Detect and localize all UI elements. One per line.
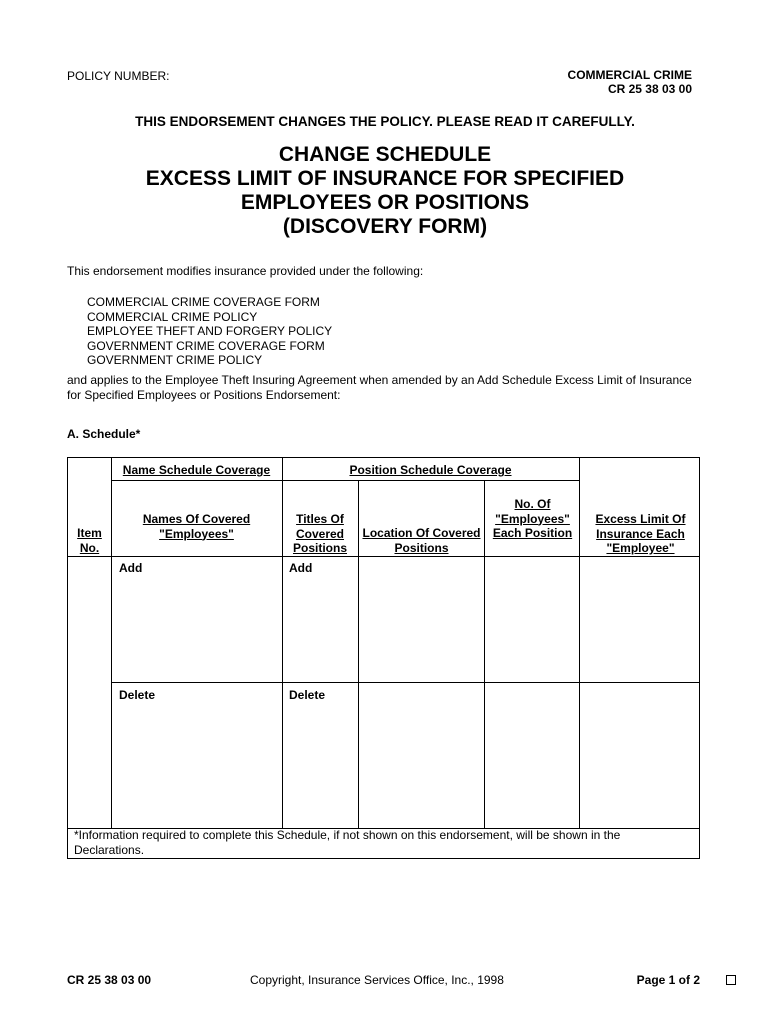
col-divider (111, 458, 112, 828)
footer-form-number: CR 25 38 03 00 (67, 973, 152, 987)
title-line: EXCESS LIMIT OF INSURANCE FOR SPECIFIED (145, 167, 625, 190)
coverage-form-item: GOVERNMENT CRIME COVERAGE FORM (87, 338, 325, 353)
names-covered-employees-header: Names Of Covered "Employees" (142, 512, 251, 541)
add-positions-label: Add (289, 561, 313, 575)
section-a-heading: A. Schedule* (67, 427, 141, 441)
coverage-forms-list (87, 295, 332, 368)
add-names-label: Add (119, 561, 143, 575)
intro-text: This endorsement modifies insurance provided under the following: (67, 264, 424, 278)
form-line: COMMERCIAL CRIME (567, 68, 692, 82)
title-line: (DISCOVERY FORM) (282, 215, 488, 238)
location-covered-positions-header: Location Of Covered Positions (362, 526, 481, 555)
footer-copyright: Copyright, Insurance Services Office, Inc., 1998 (250, 973, 504, 987)
name-schedule-coverage-header: Name Schedule Coverage (122, 463, 271, 477)
title-line: EMPLOYEES OR POSITIONS (240, 191, 530, 214)
coverage-form-item: COMMERCIAL CRIME POLICY (87, 309, 258, 324)
square-box-icon (726, 975, 736, 985)
number-employees-header: No. Of "Employees" Each Position (492, 497, 573, 540)
form-header (568, 68, 692, 96)
position-schedule-coverage-header: Position Schedule Coverage (349, 463, 512, 477)
row-divider (111, 480, 579, 481)
coverage-form-item: EMPLOYEE THEFT AND FORGERY POLICY (87, 324, 333, 339)
delete-names-label: Delete (119, 688, 156, 702)
titles-covered-positions-header: Titles Of Covered Positions (292, 512, 347, 555)
coverage-form-item: GOVERNMENT CRIME POLICY (87, 353, 263, 368)
coverage-form-item: COMMERCIAL CRIME COVERAGE FORM (87, 295, 320, 309)
row-divider (68, 556, 699, 557)
row-divider (111, 682, 699, 683)
col-divider (484, 480, 485, 828)
applies-text: and applies to the Employee Theft Insuring Agreement when amended by an Add Schedule Excess Limit of Insurance for Specified Employees or Positions Endorsement: (67, 373, 692, 402)
excess-limit-header: Excess Limit Of Insurance Each "Employee" (595, 512, 686, 555)
endorsement-notice: THIS ENDORSEMENT CHANGES THE POLICY. PLEASE READ IT CAREFULLY. (135, 114, 635, 129)
form-number: CR 25 38 03 00 (607, 82, 692, 96)
col-divider (579, 458, 580, 828)
policy-number-label: POLICY NUMBER: (67, 69, 170, 83)
title-line: CHANGE SCHEDULE (278, 143, 492, 166)
footer-page-number: Page 1 of 2 (636, 973, 700, 987)
schedule-footnote: *Information required to complete this Schedule, if not shown on this endorsement, will be shown in the Declarations. (74, 828, 621, 857)
item-no-header: Item No. (77, 526, 102, 555)
schedule-table (67, 457, 700, 859)
delete-positions-label: Delete (289, 688, 326, 702)
document-title (0, 143, 770, 239)
